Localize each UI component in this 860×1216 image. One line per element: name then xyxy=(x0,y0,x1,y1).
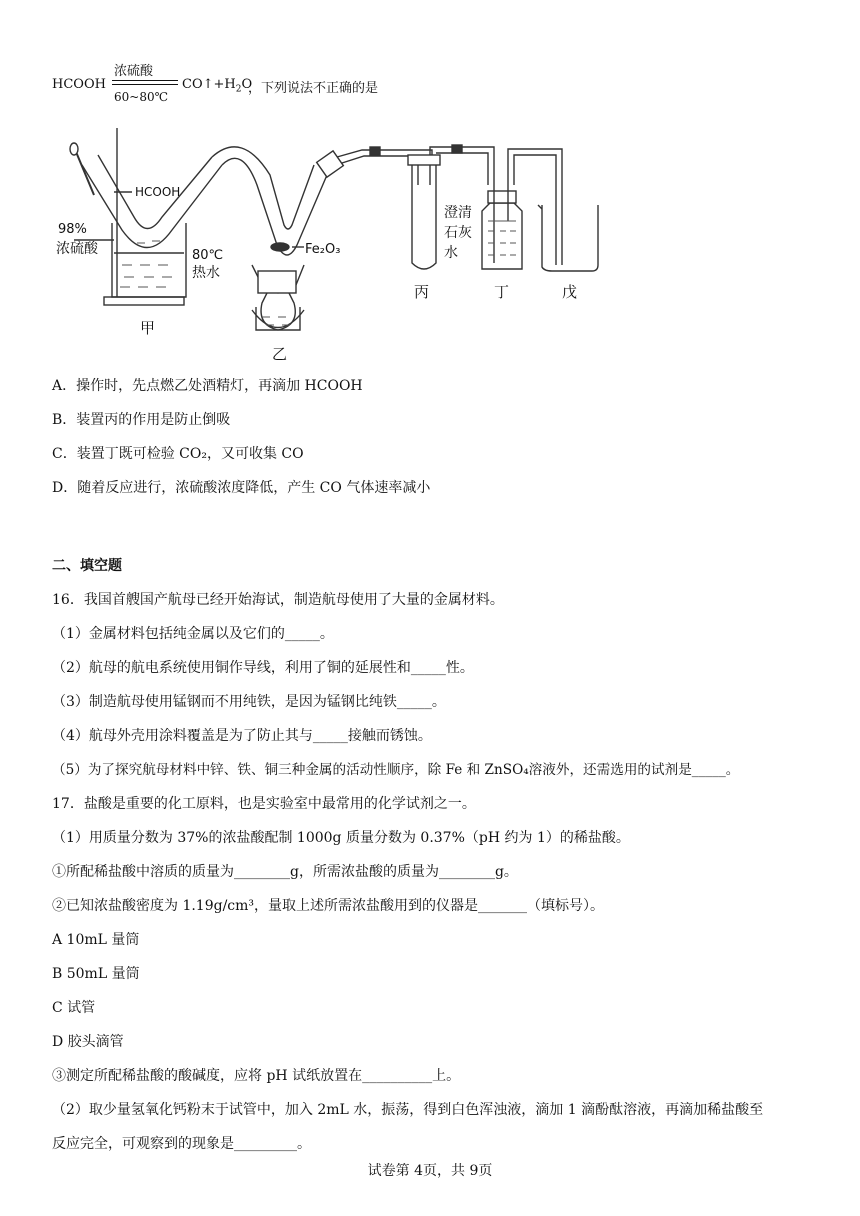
label-limewater-4: 灰 xyxy=(458,225,472,241)
equation-catalyst: 浓硫酸 xyxy=(114,64,154,79)
label-bing: 丙 xyxy=(414,283,430,301)
label-ding: 丁 xyxy=(494,283,510,301)
label-conc-acid: 浓硫酸 xyxy=(56,241,98,257)
fe2o3-powder xyxy=(271,243,289,251)
apparatus-diagram xyxy=(52,125,612,365)
equation-arrow-line xyxy=(112,80,178,81)
option-a: A．操作时，先点燃乙处酒精灯，再滴加 HCOOH xyxy=(52,378,363,394)
bottle-ding xyxy=(482,203,522,269)
label-98-percent: 98% xyxy=(58,222,87,237)
q16-item-3: （3）制造航母使用锰钢而不用纯铁，是因为锰钢比纯铁_____。 xyxy=(52,694,446,710)
label-jia: 甲 xyxy=(140,319,156,337)
equation-products: $CO↑+H_2O$ xyxy=(182,77,253,95)
iron-stand-base xyxy=(104,297,184,305)
q17-choice-d: D 胶头滴管 xyxy=(52,1034,124,1050)
q16-stem: 16．我国首艘国产航母已经开始海试，制造航母使用了大量的金属材料。 xyxy=(52,592,504,608)
option-d: D．随着反应进行，浓硫酸浓度降低，产生 CO 气体速率减小 xyxy=(52,480,431,496)
option-c: C．装置丁既可检验 CO₂，又可收集 CO xyxy=(52,446,304,462)
label-limewater-2: 清 xyxy=(458,205,472,221)
q17-choice-c: C 试管 xyxy=(52,1000,96,1016)
equation-condition: 60~80℃ xyxy=(114,90,169,104)
page-footer: 试卷第 4页，共 9页 xyxy=(367,1163,493,1179)
q16-item-1: （1）金属材料包括纯金属以及它们的_____。 xyxy=(52,626,334,642)
equation-reactant: HCOOH xyxy=(52,77,106,92)
q17-part2-line1: （2）取少量氢氧化钙粉末于试管中，加入 2mL 水，振荡，得到白色浑浊液，滴加 1 滴酚酞溶液，再滴加稀盐酸至 xyxy=(52,1102,764,1118)
label-limewater-3: 石 xyxy=(444,225,458,241)
beaker-jia xyxy=(112,223,186,297)
section-title: 二、填空题 xyxy=(52,558,122,574)
label-limewater-1: 澄 xyxy=(444,205,458,221)
label-hcooh: HCOOH xyxy=(135,185,181,199)
beaker-wu xyxy=(542,205,598,271)
q17-part1: （1）用质量分数为 37%的浓盐酸配制 1000g 质量分数为 0.37%（pH 约为 1）的稀盐酸。 xyxy=(52,830,630,846)
equation-tail: ，下列说法不正确的是 xyxy=(248,81,379,96)
q17-choice-a: A 10mL 量筒 xyxy=(52,932,140,948)
q16-item-2: （2）航母的航电系统使用铜作导线，利用了铜的延展性和_____性。 xyxy=(52,660,474,676)
label-wu: 戊 xyxy=(562,283,578,301)
label-80c: 80℃ xyxy=(192,248,224,263)
label-yi: 乙 xyxy=(272,345,288,363)
q16-item-5: （5）为了探究航母材料中锌、铁、铜三种金属的活动性顺序，除 Fe 和 ZnSO₄溶液外，还需选用的试剂是_____。 xyxy=(52,762,740,778)
label-fe2o3: Fe₂O₃ xyxy=(305,242,341,257)
v-tube-left xyxy=(82,165,222,248)
label-limewater-5: 水 xyxy=(444,245,458,261)
q16-item-4: （4）航母外壳用涂料覆盖是为了防止其与_____接触而锈蚀。 xyxy=(52,728,432,744)
q17-sub1: ①所配稀盐酸中溶质的质量为________g，所需浓盐酸的质量为________g。 xyxy=(52,864,518,880)
test-tube-bing xyxy=(412,163,436,269)
q17-part2-line2: 反应完全，可观察到的现象是_________。 xyxy=(52,1136,311,1152)
equation-arrow-line-2 xyxy=(112,84,178,85)
label-hot-water: 热水 xyxy=(192,265,220,281)
q17-choice-b: B 50mL 量筒 xyxy=(52,966,140,982)
q17-sub3: ③测定所配稀盐酸的酸碱度，应将 pH 试纸放置在__________上。 xyxy=(52,1068,461,1084)
q17-stem: 17．盐酸是重要的化工原料，也是实验室中最常用的化学试剂之一。 xyxy=(52,796,476,812)
option-b: B．装置丙的作用是防止倒吸 xyxy=(52,412,231,428)
q17-sub2: ②已知浓盐酸密度为 1.19g/cm³，量取上述所需浓盐酸用到的仪器是_______（填标号）。 xyxy=(52,898,605,914)
